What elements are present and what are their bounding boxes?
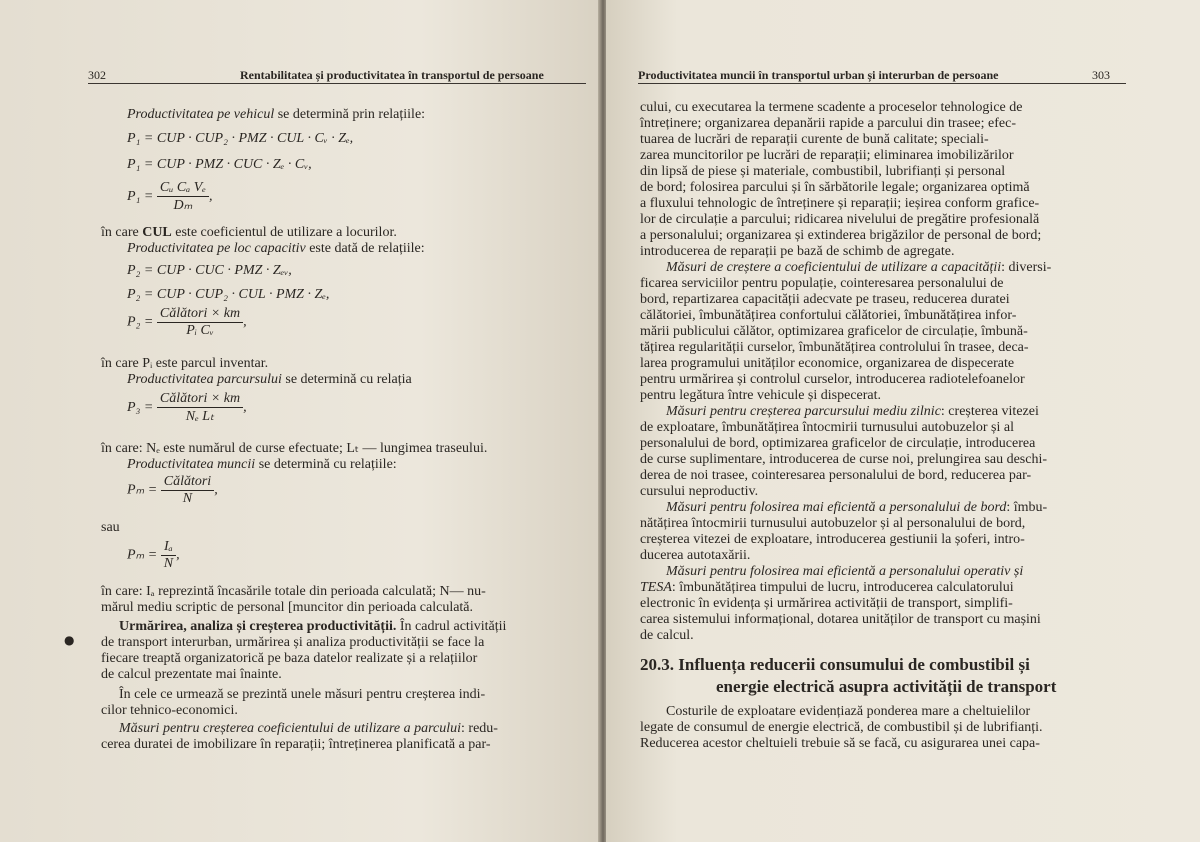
formula-p2-a: P₂ = CUP · CUC · PMZ · Zₑᵥ, xyxy=(127,263,292,278)
text-line: de bord; folosirea parcului și în sărbătorile legale; organizarea optimă xyxy=(640,180,1030,195)
formula-p1-c-fraction xyxy=(157,180,209,214)
section-heading-line-2: energie electrică asupra activității de transport xyxy=(716,677,1057,696)
left-header-rule xyxy=(88,83,586,84)
formula-pm-a xyxy=(127,474,218,507)
text-loc xyxy=(127,241,425,257)
formula-p2-b: P₂ = CUP · CUP₂ · CUL · PMZ · Zₑ, xyxy=(127,287,330,302)
text-sau: sau xyxy=(101,520,120,535)
section-measure-daily-run-it: Măsuri pentru creșterea parcursului mediu zilnic xyxy=(666,404,941,419)
formula-p2-c-end: , xyxy=(243,314,247,330)
section-measure-operative-staff: Măsuri pentru folosirea mai eficientă a personalului operativ și xyxy=(666,564,1024,579)
section-measure-daily-run xyxy=(666,404,1039,420)
section-measure-capacity-rest: : diversi- xyxy=(1001,260,1052,275)
text-cul xyxy=(101,225,397,241)
text-line: electronic în evidența și urmărirea activității de transport, simplifi- xyxy=(640,596,1013,611)
text-line: pentru legătura între vehicule și dispecerat. xyxy=(640,388,882,403)
text-line: a fluxului tehnologic de întreținere și reparații; ieșirea conform grafice- xyxy=(640,196,1040,211)
formula-pm-b xyxy=(127,539,180,572)
right-running-head: Productivitatea muncii în transportul urban și interurban de persoane xyxy=(638,68,999,82)
text-curse: în care: Nₑ este numărul de curse efectuate; Lₜ — lungimea traseului. xyxy=(101,441,488,456)
formula-p1-c-end: , xyxy=(208,189,213,205)
formula-p2-c xyxy=(127,306,247,339)
para-line-9-it: Măsuri pentru creșterea coeficientului de utilizare a parcului xyxy=(119,721,462,736)
text-muncii-it: Productivitatea muncii xyxy=(127,457,256,472)
text-line: a personalului; organizarea și extinderea brigăzilor de personal de bord; xyxy=(640,228,1042,243)
formula-p1-b: P₁ = CUP · PMZ · CUC · Zₑ · Cᵥ, xyxy=(127,157,312,172)
formula-p3-den: Nₑ Lₜ xyxy=(185,409,215,424)
intro-line xyxy=(127,107,425,123)
intro-italic: Productivitatea pe vehicul xyxy=(127,107,275,122)
para-line-9 xyxy=(119,721,498,737)
formula-p2-c-lhs: P₂ = xyxy=(127,314,154,330)
text-line: carea sistemului informațional, dotarea unităților de transport cu mașini xyxy=(640,612,1041,627)
text-line: tuarea de lucrări de reparații curente de bună calitate; speciali- xyxy=(640,132,989,147)
text-line: larea programului unităților economice, organizarea de dispecerate xyxy=(640,356,1015,371)
right-page xyxy=(606,0,1200,842)
section-heading-line-1: 20.3. Influența reducerii consumului de combustibil și xyxy=(640,655,1030,674)
formula-p3-num: Călători × km xyxy=(157,391,243,408)
left-page-number: 302 xyxy=(88,68,106,82)
formula-pm-a-den: N xyxy=(182,491,193,506)
formula-pm-b-lhs: Pₘ = xyxy=(127,547,158,563)
text-line: personalului de bord, optimizarea graficelor de circulație, introducerea xyxy=(640,436,1036,451)
para-line-3 xyxy=(119,619,506,635)
text-cul-a: în care xyxy=(101,225,143,240)
text-line: tățirea regularității curselor, îmbunătățirea controlului în trasee, deca- xyxy=(640,340,1029,355)
para-line-3-rest: În cadrul activității xyxy=(396,619,507,634)
text-line: întreținere; organizarea depanării rapide a parcului din trasee; efec- xyxy=(640,116,1016,131)
text-parcurs-rest: se determină cu relația xyxy=(281,372,412,387)
text-line: pentru urmărirea și controlul curselor, introducerea radiotelefoanelor xyxy=(640,372,1025,387)
text-line: Costurile de exploatare evidențiază ponderea mare a cheltuielilor xyxy=(666,704,1031,719)
text-line: introducerea de reparații pe bază de schimb de agregate. xyxy=(640,244,955,259)
text-line: derea de noi trasee, cointeresarea personalului de bord, reducerea par- xyxy=(640,468,1032,483)
text-line: legate de consumul de energie electrică, de combustibil și de lubrifianți. xyxy=(640,720,1043,735)
section-measure-capacity-it: Măsuri de creștere a coeficientului de utilizare a capacității xyxy=(666,260,1002,275)
section-measure-board-staff-it: Măsuri pentru folosirea mai eficientă a personalului de bord xyxy=(666,500,1007,515)
text-cul-c: este coeficientul de utilizare a locurilor. xyxy=(171,225,397,240)
right-page-number: 303 xyxy=(1092,68,1110,82)
text-line: lor de circulație a parcului; ridicarea nivelului de pregătire profesională xyxy=(640,212,1040,227)
formula-p3 xyxy=(127,391,247,425)
formula-p3-fraction xyxy=(157,391,243,425)
para-line-2: mărul mediu scriptic de personal [muncitor din perioada calculată. xyxy=(101,600,474,615)
formula-p3-end: , xyxy=(243,400,247,416)
formula-pm-a-lhs: Pₘ = xyxy=(127,482,158,498)
para-line-3-bold: Urmărirea, analiza și creșterea productivității. xyxy=(119,619,397,634)
text-line: nătățirea întocmirii turnusului autobuzelor și al personalului de bord, xyxy=(640,516,1026,531)
section-measure-board-staff-rest: : îmbu- xyxy=(1006,500,1048,515)
formula-p1-c-num: Cᵤ Cₐ Vₑ xyxy=(157,180,209,197)
text-line: zarea muncitorilor pe lucrări de reparații; eliminarea imobilizărilor xyxy=(640,148,1014,163)
text-parcurs xyxy=(127,372,412,388)
section-measure-tesa-rest: : îmbunătățirea timpului de lucru, introducerea calculatorului xyxy=(671,580,1014,595)
section-measure-capacity xyxy=(666,260,1051,276)
text-parc: în care Pᵢ este parcul inventar. xyxy=(101,356,269,371)
text-loc-rest: este dată de relațiile: xyxy=(305,241,425,256)
section-measure-tesa-it: TESA xyxy=(640,580,672,595)
para-line-5: fiecare treaptă organizatorică pe baza datelor realizate și a relațiilor xyxy=(101,651,478,666)
para-line-8: cilor tehnico-economici. xyxy=(101,703,238,718)
para-line-1: în care: Iₐ reprezintă încasările totale din perioada calculată; N— nu- xyxy=(101,584,486,599)
formula-p2-c-den: Pᵢ Cᵥ xyxy=(186,323,214,338)
section-measure-tesa xyxy=(640,580,1014,596)
formula-pm-b-num: Iₐ xyxy=(161,539,176,556)
formula-pm-a-end: , xyxy=(214,482,218,498)
formula-p1-c-lhs: P₁ = xyxy=(127,189,154,205)
text-line: creșterea vitezei de exploatare, introducerea gestiunii la șoferi, intro- xyxy=(640,532,1025,547)
formula-pm-a-fraction xyxy=(161,474,214,507)
formula-p2-c-fraction xyxy=(157,306,243,339)
para-line-9-rest: : redu- xyxy=(461,721,498,736)
text-loc-it: Productivitatea pe loc capacitiv xyxy=(127,241,306,256)
text-muncii-rest: se determină cu relațiile: xyxy=(255,457,397,472)
para-line-10: cerea duratei de imobilizare în reparații; întreținerea planificată a par- xyxy=(101,737,491,752)
text-line: cului, cu executarea la termene scadente a proceselor tehnologice de xyxy=(640,100,1023,115)
text-line: călătoriei, îmbunătățirea confortului călătoriei, îmbunătățirea infor- xyxy=(640,308,1017,323)
section-measure-daily-run-rest: : creșterea vitezei xyxy=(940,404,1039,419)
text-line: de curse suplimentare, introducerea de curse noi, prelungirea sau deschi- xyxy=(640,452,1047,467)
section-measure-board-staff xyxy=(666,500,1047,516)
formula-pm-b-fraction xyxy=(161,539,176,572)
text-line: din lipsă de piese și materiale, combustibil, lubrifianți și personal xyxy=(640,164,1006,179)
formula-p1-a: P₁ = CUP · CUP₂ · PMZ · CUL · Cᵥ · Zₑ, xyxy=(127,131,354,146)
formula-p2-c-num: Călători × km xyxy=(157,306,243,323)
text-line: bord, repartizarea capacității adecvate pe traseu, reducerea duratei xyxy=(640,292,1010,307)
para-line-6: de calcul prezentate mai înainte. xyxy=(101,667,282,682)
left-running-head: Rentabilitatea și productivitatea în transportul de persoane xyxy=(240,68,544,82)
intro-rest: se determină prin relațiile: xyxy=(274,107,426,122)
text-line: cursului neproductiv. xyxy=(640,484,759,499)
formula-p1-c xyxy=(127,180,212,214)
text-line: mării publicului călător, optimizarea graficelor de circulație, îmbună- xyxy=(640,324,1028,339)
formula-pm-b-end: , xyxy=(176,547,180,563)
formula-p3-lhs: P₃ = xyxy=(127,400,154,416)
formula-pm-b-den: N xyxy=(163,556,174,571)
text-cul-b: CUL xyxy=(142,225,172,240)
formula-pm-a-num: Călători xyxy=(161,474,214,491)
para-line-4: de transport interurban, urmărirea și analiza productivității se face la xyxy=(101,635,485,650)
formula-p1-c-den: Dₘ xyxy=(173,198,193,213)
text-line: de calcul. xyxy=(640,628,694,643)
text-line: de exploatare, îmbunătățirea întocmirii turnusului autobuzelor și al xyxy=(640,420,1014,435)
text-muncii xyxy=(127,457,397,473)
margin-mark: ● xyxy=(64,633,75,647)
right-header-rule xyxy=(638,83,1126,84)
text-parcurs-it: Productivitatea parcursului xyxy=(127,372,282,387)
text-line: Reducerea acestor cheltuieli trebuie să se facă, cu asigurarea unei capa- xyxy=(640,736,1040,751)
text-line: ducerea autotaxării. xyxy=(640,548,751,563)
text-line: ficarea serviciilor pentru populație, cointeresarea personalului de xyxy=(640,276,1004,291)
para-line-7: În cele ce urmează se prezintă unele măsuri pentru creșterea indi- xyxy=(119,687,486,702)
